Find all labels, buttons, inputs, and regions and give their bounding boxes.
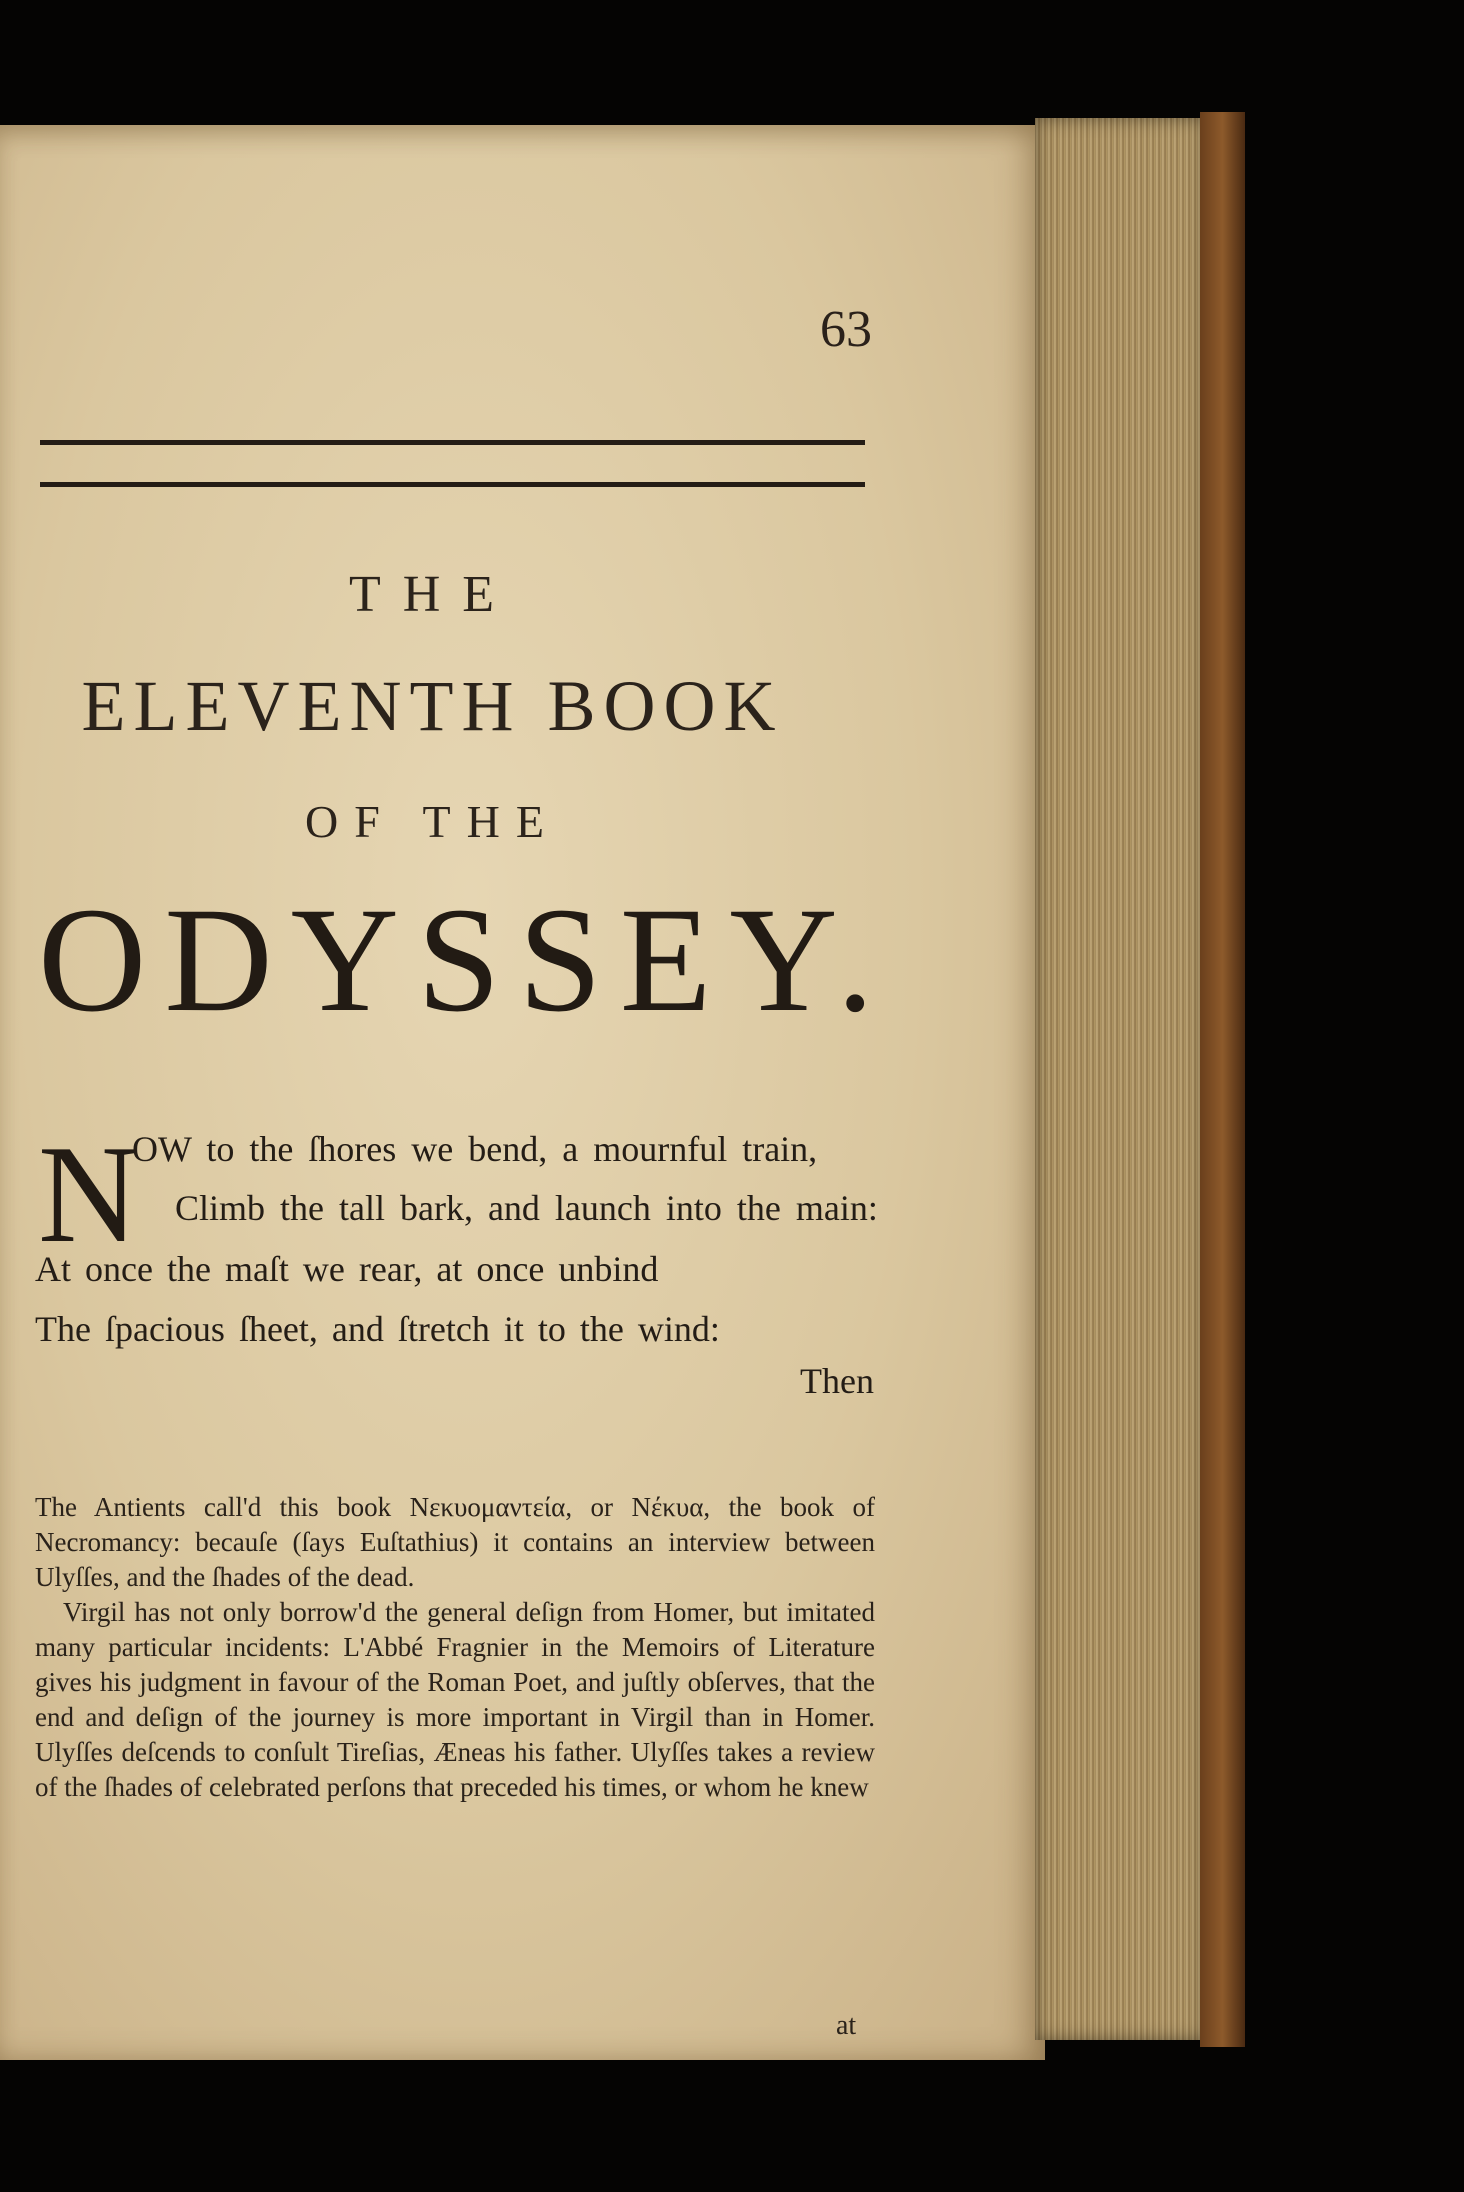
verse-line-4: The ſpacious ſheet, and ſtretch it to the wind: bbox=[35, 1309, 720, 1349]
drop-capital: N bbox=[38, 1117, 140, 1272]
title-the: THE bbox=[348, 566, 517, 623]
catchword: Then bbox=[800, 1361, 874, 1401]
verse-line-2: Climb the tall bark, and launch into the main: bbox=[175, 1188, 878, 1228]
title-eleventh-book: ELEVENTH BOOK bbox=[81, 666, 784, 746]
footnote-catchword: at bbox=[836, 2010, 857, 2041]
footnote-paragraph-2: Virgil has not only borrow'd the general deſign from Homer, but imitated many particular incidents: L'Abbé Fragnier in the Memoirs of Literature gives his judgment in favour of the Roman Poet, and juſtly obſerves, that the end and deſign of the journey is more important in Virgil than in Homer. Ulyſſes deſcends to conſult Tireſias, Æneas his father. Ulyſſes takes a review of the ſhades of celebrated perſons that preceded his times, or whom he knew bbox=[35, 1597, 875, 1802]
header-rule-top bbox=[40, 440, 865, 445]
title-of-the: OF THE bbox=[305, 796, 560, 847]
footnote-paragraph-1: The Antients call'd this book Νεκυομαντεία, or Νέκυα, the book of Necromancy: becauſe (ſays Euſtathius) it contains an interview between Ulyſſes, and the ſhades of the dead. bbox=[35, 1492, 875, 1592]
verse-line-1: OW to the ſhores we bend, a mournful train, bbox=[132, 1129, 818, 1169]
verse-line-3: At once the maſt we rear, at once unbind bbox=[35, 1249, 659, 1289]
book-binding bbox=[1200, 112, 1245, 2047]
title-odyssey: ODYSSEY. bbox=[38, 877, 892, 1043]
footnotes bbox=[35, 1490, 875, 1805]
page-number: 63 bbox=[820, 301, 872, 358]
header-rule-bottom bbox=[40, 482, 865, 487]
page-edges bbox=[1035, 118, 1205, 2040]
